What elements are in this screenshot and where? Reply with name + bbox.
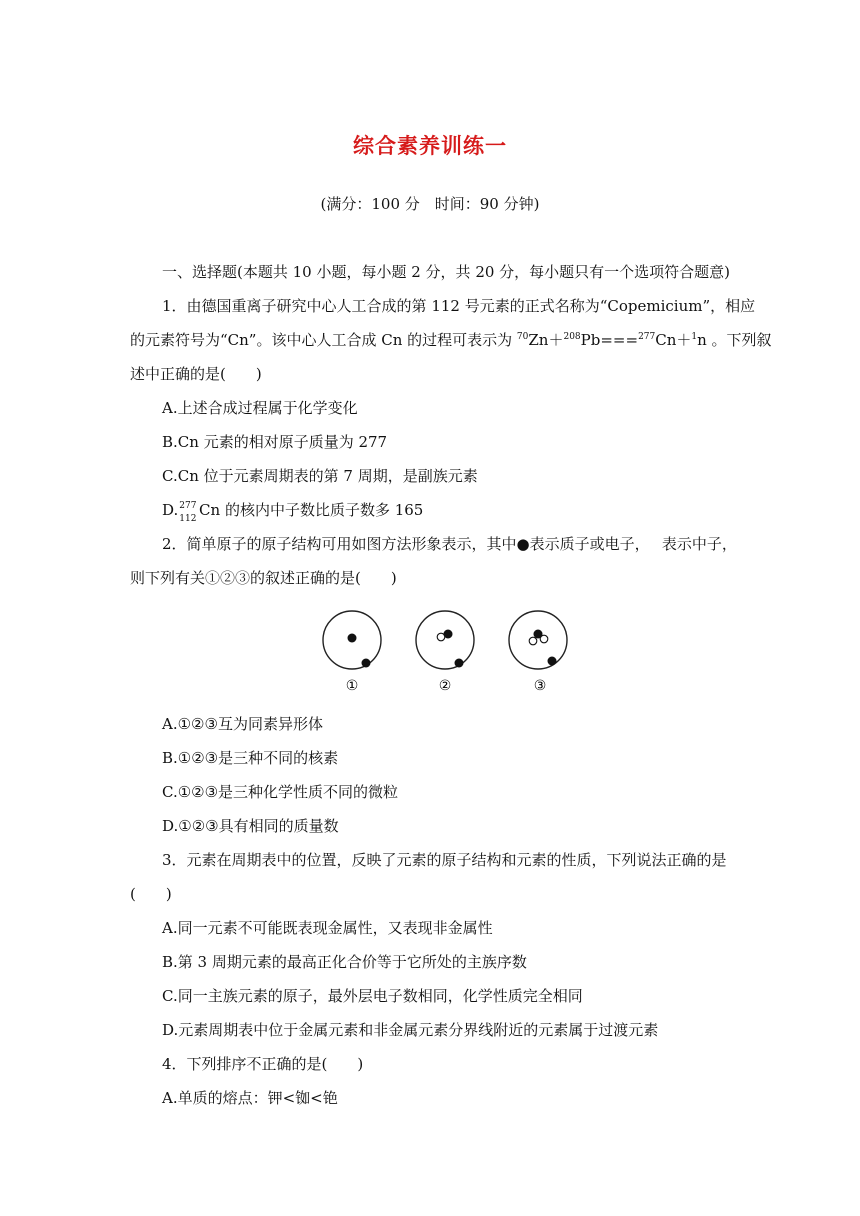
nuclide-atomic-number: 112: [179, 514, 197, 524]
atom-2-orbit: [416, 611, 474, 669]
exam-info: (满分：100 分 时间：90 分钟): [320, 195, 540, 213]
q3-line2: ( ): [130, 885, 172, 903]
zn-symbol: Zn＋: [528, 331, 564, 349]
section-heading: 一、选择题(本题共 10 小题，每小题 2 分，共 20 分，每小题只有一个选项符合题意): [162, 263, 731, 281]
atom-structure-figure: [318, 610, 578, 694]
q3-option-b: B.第 3 周期元素的最高正化合价等于它所处的主族序数: [162, 953, 527, 971]
q1-option-c: C.Cn 位于元素周期表的第 7 周期，是副族元素: [162, 467, 478, 485]
zn-mass: 70: [516, 332, 529, 342]
nuclide-mass: 277: [179, 501, 197, 511]
atom-2-proton: [444, 630, 453, 639]
atom-3: [509, 611, 567, 694]
atom-1-electron: [362, 659, 371, 668]
nuclide-notation: [178, 501, 197, 524]
cn-symbol: Cn＋: [655, 331, 692, 349]
q2-option-a: A.①②③互为同素异形体: [162, 715, 323, 733]
atom-1-proton: [348, 634, 357, 643]
q4-line1: 4．下列排序不正确的是( ): [162, 1055, 364, 1073]
page-title: 综合素养训练一: [353, 134, 507, 158]
atom-3-electron: [548, 657, 557, 666]
q3-option-c: C.同一主族元素的原子，最外层电子数相同，化学性质完全相同: [162, 987, 583, 1005]
atom-1-label: ①: [345, 678, 359, 694]
q1-option-d-text: Cn 的核内中子数比质子数多 165: [194, 501, 424, 519]
atom-1: [323, 611, 381, 694]
q2-option-b: B.①②③是三种不同的核素: [162, 749, 339, 767]
n-mass: 1: [691, 332, 698, 342]
q1-option-b: B.Cn 元素的相对原子质量为 277: [162, 433, 388, 451]
q2-option-d: D.①②③具有相同的质量数: [162, 817, 339, 835]
q2-line2: 则下列有关①②③的叙述正确的是( ): [130, 569, 397, 587]
atom-2-electron: [455, 659, 464, 668]
q2-line1: 2．简单原子的原子结构可用如图方法形象表示，其中●表示质子或电子， 表示中子，: [162, 535, 737, 553]
pb-mass: 208: [563, 332, 581, 342]
atom-3-orbit: [509, 611, 567, 669]
atom-3-label: ③: [533, 678, 547, 694]
pb-symbol: Pb===: [580, 331, 639, 349]
q3-line1: 3．元素在周期表中的位置，反映了元素的原子结构和元素的性质，下列说法正确的是: [162, 851, 727, 869]
q1-option-d: [162, 500, 424, 524]
q1-line2: [130, 330, 772, 350]
q3-option-d: D.元素周期表中位于金属元素和非金属元素分界线附近的元素属于过渡元素: [162, 1021, 659, 1039]
q1-line2-text: 的元素符号为“Cn”。该中心人工合成 Cn 的过程可表示为: [130, 331, 517, 349]
q2-option-c: C.①②③是三种化学性质不同的微粒: [162, 783, 399, 801]
q1-line1: 1．由德国重离子研究中心人工合成的第 112 号元素的正式名称为“Copemicium”，相应: [162, 297, 756, 315]
q4-option-a: A.单质的熔点：钾<铷<铯: [162, 1089, 338, 1107]
atom-3-proton: [534, 630, 543, 639]
q1-option-d-label: D.: [162, 501, 179, 519]
q1-option-a: A.上述合成过程属于化学变化: [162, 399, 358, 417]
atom-3-neutron-1: [529, 637, 537, 645]
atom-2-label: ②: [438, 678, 452, 694]
q1-line3: 述中正确的是( ): [130, 365, 262, 383]
n-symbol: n 。下列叙: [697, 331, 772, 349]
cn-mass: 277: [638, 332, 656, 342]
q3-option-a: A.同一元素不可能既表现金属性，又表现非金属性: [162, 919, 493, 937]
atom-2: [416, 611, 474, 694]
